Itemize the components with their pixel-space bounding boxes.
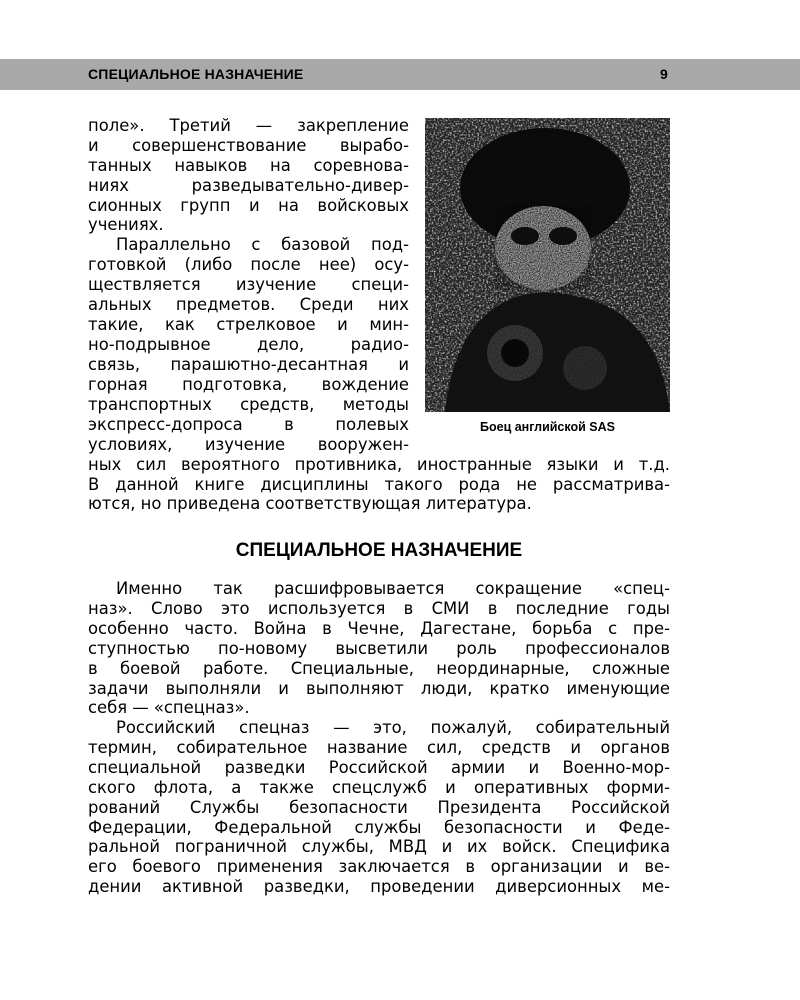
text-line: дении активной разведки, проведении диверсионных ме- bbox=[88, 877, 670, 896]
text-line: такие, как стрелковое и мин- bbox=[88, 315, 409, 334]
text-line: наз». Слово это используется в СМИ в последние годы bbox=[88, 599, 670, 618]
text-line: горная подготовка, вождение bbox=[88, 375, 409, 394]
text-line: его боевого применения заключается в организации и ве- bbox=[88, 857, 670, 876]
text-line: себя — «спецназ». bbox=[88, 698, 250, 717]
text-line: задачи выполняли и выполняют люди, кратко именующие bbox=[88, 679, 670, 698]
text-line: связь, парашютно-десантная и bbox=[88, 355, 409, 374]
text-line: ных сил вероятного противника, иностранные языки и т.д. bbox=[88, 455, 670, 474]
text-line: Параллельно с базовой под- bbox=[116, 235, 409, 254]
text-line: готовкой (либо после нее) осу- bbox=[88, 255, 409, 274]
text-line: поле». Третий — закрепление bbox=[88, 116, 409, 135]
text-line: ского флота, а также спецслужб и оперативных форми- bbox=[88, 778, 670, 797]
text-line: Российский спецназ — это, пожалуй, собирательный bbox=[116, 718, 670, 737]
text-line: ниях разведывательно-дивер- bbox=[88, 176, 409, 195]
text-line: экспресс-допроса в полевых bbox=[88, 415, 409, 434]
text-line: танных навыков на соревнова- bbox=[88, 156, 409, 175]
text-line: альных предметов. Среди них bbox=[88, 295, 409, 314]
section-heading: СПЕЦИАЛЬНОЕ НАЗНАЧЕНИЕ bbox=[235, 540, 523, 561]
soldier-photo bbox=[425, 118, 670, 412]
text-line: В данной книге дисциплины такого рода не рассматрива- bbox=[88, 475, 670, 494]
text-line: ступностью по-новому высветили роль профессионалов bbox=[88, 639, 670, 658]
text-line: рований Службы безопасности Президента Российской bbox=[88, 798, 670, 817]
soldier-photo-image bbox=[425, 118, 670, 412]
text-line: сионных групп и на войсковых bbox=[88, 196, 409, 215]
page-number: 9 bbox=[660, 66, 668, 82]
photo-caption: Боец английской SAS bbox=[480, 420, 615, 434]
text-line: условиях, изучение вооружен- bbox=[88, 435, 409, 454]
text-line: учениях. bbox=[88, 215, 164, 234]
text-line: и совершенствование вырабо- bbox=[88, 136, 409, 155]
text-line: специальной разведки Российской армии и Военно-мор- bbox=[88, 758, 670, 777]
text-line: особенно часто. Война в Чечне, Дагестане, борьба с пре- bbox=[88, 619, 670, 638]
text-line: Именно так расшифровывается сокращение «спец- bbox=[116, 579, 670, 598]
text-line: Федерации, Федеральной службы безопасности и Феде- bbox=[88, 818, 670, 837]
text-line: ществляется изучение специ- bbox=[88, 275, 409, 294]
running-header-title: СПЕЦИАЛЬНОЕ НАЗНАЧЕНИЕ bbox=[88, 66, 304, 82]
text-line: но-подрывное дело, радио- bbox=[88, 335, 409, 354]
text-line: в боевой работе. Специальные, неординарные, сложные bbox=[88, 659, 670, 678]
text-line: ются, но приведена соответствующая литература. bbox=[88, 494, 532, 513]
text-line: транспортных средств, методы bbox=[88, 395, 409, 414]
text-line: термин, собирательное название сил, средств и органов bbox=[88, 738, 670, 757]
text-line: ральной пограничной службы, МВД и их войск. Специфика bbox=[88, 837, 670, 856]
